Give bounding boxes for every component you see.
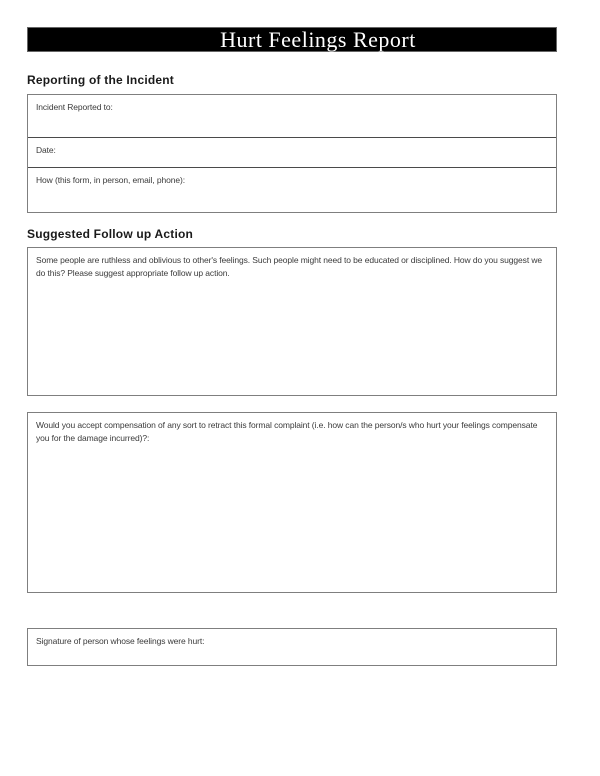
title-bar — [27, 27, 557, 52]
how-reported-label: How (this form, in person, email, phone): — [36, 175, 185, 185]
how-reported-field[interactable] — [28, 167, 556, 212]
signature-label: Signature of person whose feelings were hurt: — [36, 636, 205, 646]
compensation-field[interactable] — [27, 412, 557, 593]
section-heading-follow-up: Suggested Follow up Action — [27, 227, 194, 241]
date-field[interactable] — [28, 137, 556, 167]
follow-up-action-field[interactable] — [27, 247, 557, 396]
incident-reported-to-field[interactable] — [28, 95, 556, 137]
incident-reported-to-label: Incident Reported to: — [36, 102, 113, 112]
form-title: Hurt Feelings Report — [220, 27, 416, 52]
date-label: Date: — [36, 145, 56, 155]
signature-field[interactable] — [27, 628, 557, 666]
compensation-prompt: Would you accept compensation of any sort to retract this formal complaint (i.e. how can the person/s who hurt your feelings compensate you for the damage incurred)?: — [36, 420, 538, 443]
follow-up-action-prompt: Some people are ruthless and oblivious to other's feelings. Such people might need to be educated or disciplined. How do you suggest we do this? Please suggest appropriate follow up action. — [36, 255, 543, 278]
reporting-incident-table — [27, 94, 557, 213]
section-heading-reporting: Reporting of the Incident — [27, 73, 174, 87]
